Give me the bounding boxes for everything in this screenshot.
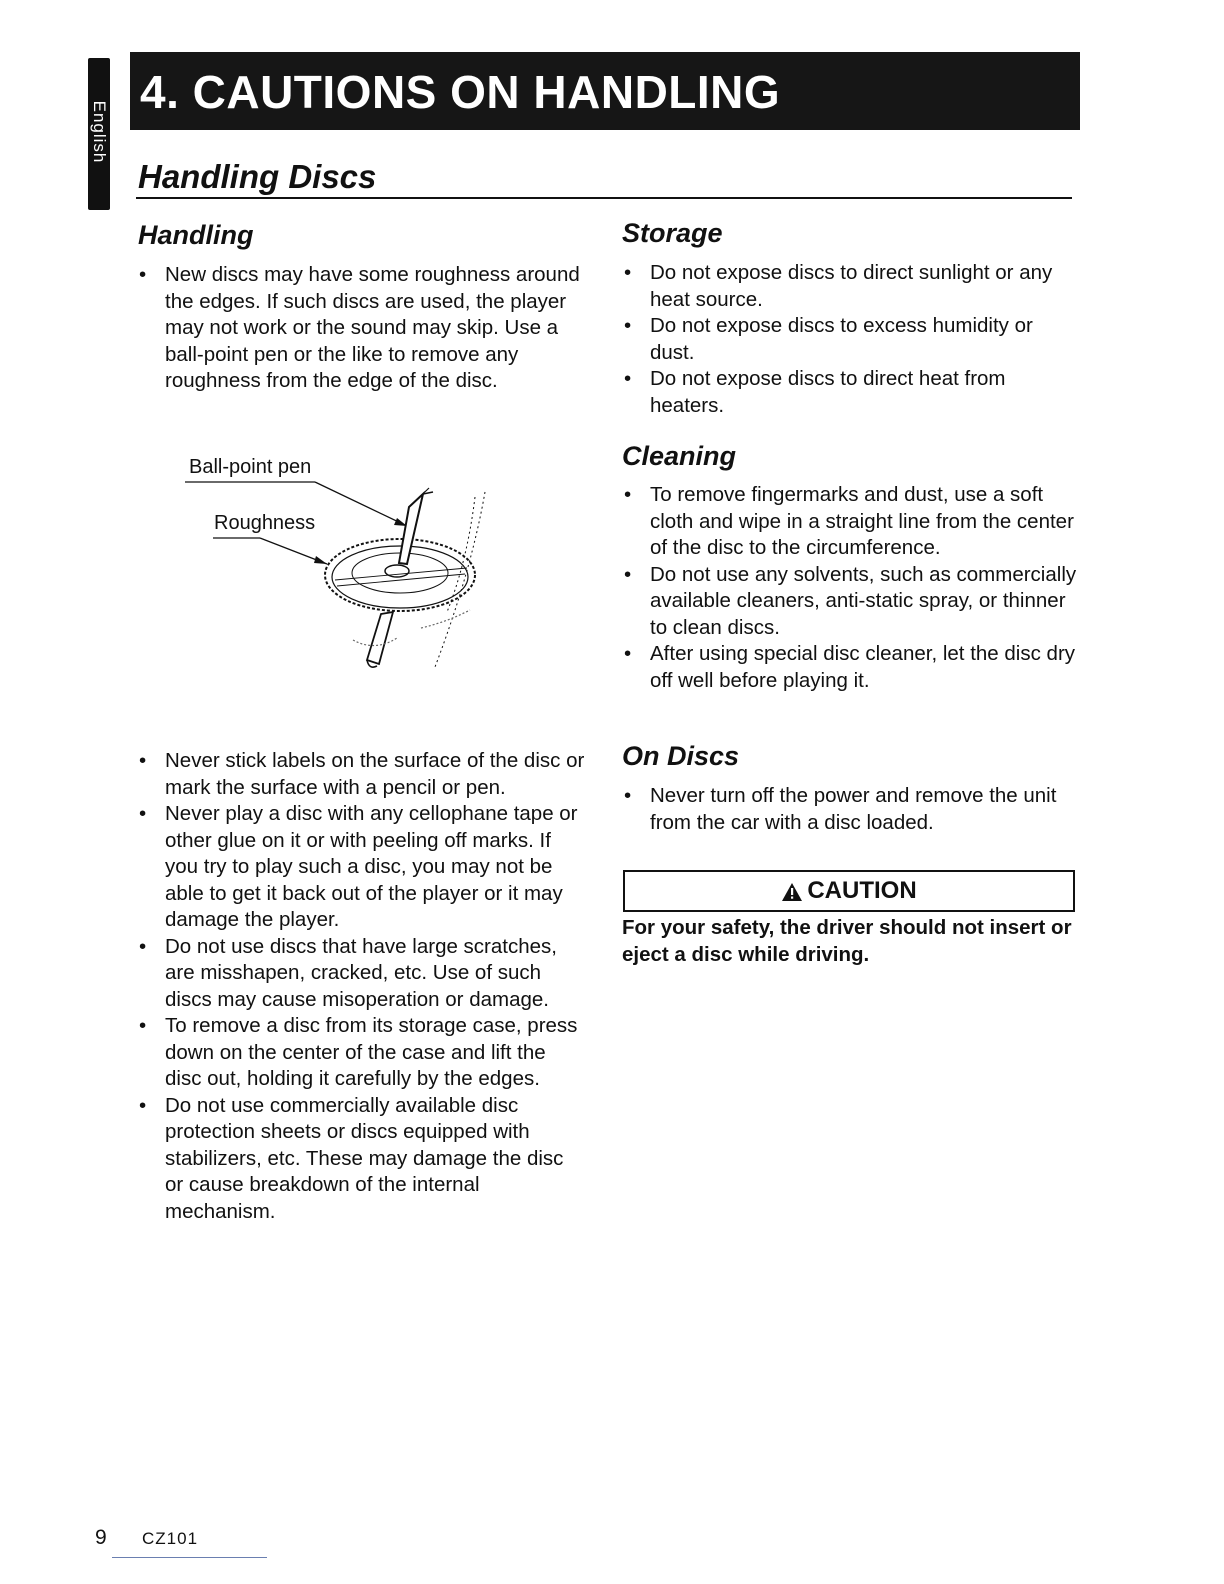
- caution-text: For your safety, the driver should not insert or eject a disc while driving.: [622, 916, 1072, 966]
- list-item: • Do not use commercially available disc protection sheets or discs equipped with stabilizers, etc. These may damage the disc or cause breakdown of the internal mechanism.: [137, 1093, 587, 1226]
- list-item: • New discs may have some roughness around the edges. If such discs are used, the player may not work or the sound may skip. Use a ball-point pen or the like to remove any roughness from the edge of the disc.: [137, 262, 587, 395]
- warning-triangle-icon: [781, 882, 803, 902]
- caution-box: [623, 870, 1075, 912]
- disc-pen-illustration: [185, 452, 515, 682]
- page-number: 9: [95, 1526, 107, 1549]
- list-item: • Never play a disc with any cellophane tape or other glue on it or with peeling off marks. If you try to play such a disc, you may not be able to get it back out of the player or it may damage the player.: [137, 801, 587, 934]
- disc-roughness-figure: [185, 452, 515, 682]
- list-item: • Never stick labels on the surface of the disc or mark the surface with a pencil or pen.: [137, 748, 587, 801]
- list-item: • After using special disc cleaner, let the disc dry off well before playing it.: [622, 641, 1082, 694]
- list-item: • Do not expose discs to excess humidity or dust.: [622, 313, 1062, 366]
- handling-intro-list: [137, 262, 587, 395]
- caution-label: CAUTION: [807, 877, 917, 904]
- handling-list: [137, 748, 587, 1225]
- list-item: • Do not use any solvents, such as commercially available cleaners, anti-static spray, or thinner to clean discs.: [622, 562, 1082, 642]
- list-item: • Do not expose discs to direct heat from heaters.: [622, 366, 1062, 419]
- handling-heading: Handling: [138, 220, 254, 250]
- list-item: • Do not expose discs to direct sunlight or any heat source.: [622, 260, 1062, 313]
- storage-heading: Storage: [622, 218, 723, 248]
- list-item: • Do not use discs that have large scratches, are misshapen, cracked, etc. Use of such discs may cause misoperation or damage.: [137, 934, 587, 1014]
- language-tab-label: English: [90, 100, 109, 164]
- language-tab: [88, 58, 110, 210]
- section-title: Handling Discs: [138, 158, 377, 195]
- storage-list: [622, 260, 1062, 419]
- chapter-title-bar: [130, 52, 1080, 130]
- on-discs-list: [622, 783, 1062, 836]
- footer-rule: [112, 1557, 267, 1558]
- model-name: CZ101: [142, 1529, 199, 1548]
- chapter-title: 4. CAUTIONS ON HANDLING: [140, 66, 781, 118]
- section-rule: [136, 197, 1072, 199]
- on-discs-heading: On Discs: [622, 741, 740, 771]
- figure-label-pen: Ball-point pen: [189, 456, 312, 478]
- cleaning-heading: Cleaning: [622, 441, 737, 471]
- cleaning-list: [622, 482, 1082, 694]
- list-item: • To remove a disc from its storage case, press down on the center of the case and lift the disc out, holding it carefully by the edges.: [137, 1013, 587, 1093]
- list-item: • Never turn off the power and remove the unit from the car with a disc loaded.: [622, 783, 1062, 836]
- figure-label-roughness: Roughness: [214, 512, 316, 534]
- list-item: • To remove fingermarks and dust, use a soft cloth and wipe in a straight line from the center of the disc to the circumference.: [622, 482, 1082, 562]
